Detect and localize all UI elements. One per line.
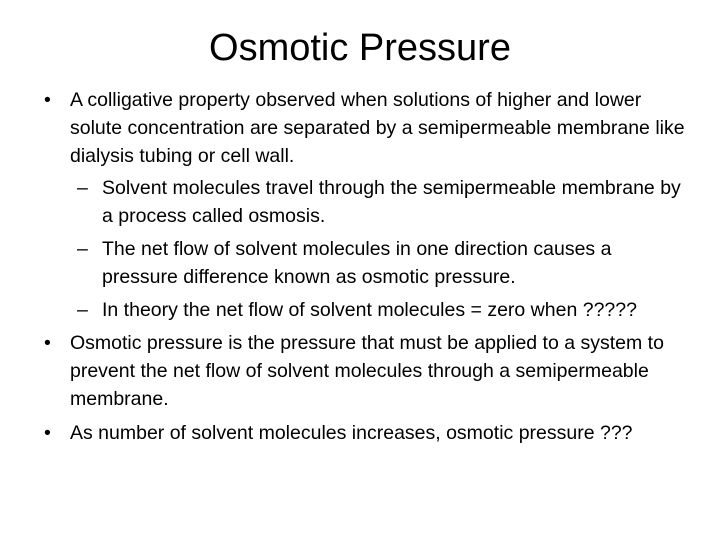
sub-bullet-item bbox=[70, 175, 690, 231]
dash-marker: – bbox=[77, 177, 88, 200]
bullet-item-osmotic-pressure-definition bbox=[40, 330, 690, 413]
bullet-text: Osmotic pressure is the pressure that must be applied to a system to prevent the net flow of solvent molecules through a semipermeable membrane. bbox=[70, 332, 664, 410]
sub-bullet-text: Solvent molecules travel through the semipermeable membrane by a process called osmosis. bbox=[102, 177, 681, 228]
bullet-marker: • bbox=[44, 332, 51, 355]
bullet-item-colligative-property bbox=[40, 87, 690, 324]
sub-bullet-text: The net flow of solvent molecules in one direction causes a pressure difference known as osmotic pressure. bbox=[102, 237, 612, 288]
bullet-text: A colligative property observed when solutions of higher and lower solute concentration are separated by a semipermeable membrane like dialysis tubing or cell wall. bbox=[70, 89, 685, 167]
bullet-text: As number of solvent molecules increases, osmotic pressure ??? bbox=[70, 421, 633, 444]
sub-bullet-item bbox=[70, 297, 690, 325]
sub-bullet-item bbox=[70, 236, 690, 292]
sub-bullet-text: In theory the net flow of solvent molecules = zero when ????? bbox=[102, 298, 637, 321]
bullet-marker: • bbox=[44, 421, 51, 444]
slide-title: Osmotic Pressure bbox=[209, 27, 511, 69]
bullet-item-solvent-molecules-question bbox=[40, 420, 690, 448]
bullet-list bbox=[40, 87, 690, 454]
bullet-marker: • bbox=[44, 89, 51, 111]
dash-marker: – bbox=[77, 298, 88, 321]
dash-marker: – bbox=[77, 237, 88, 260]
sub-bullet-list bbox=[70, 175, 690, 324]
